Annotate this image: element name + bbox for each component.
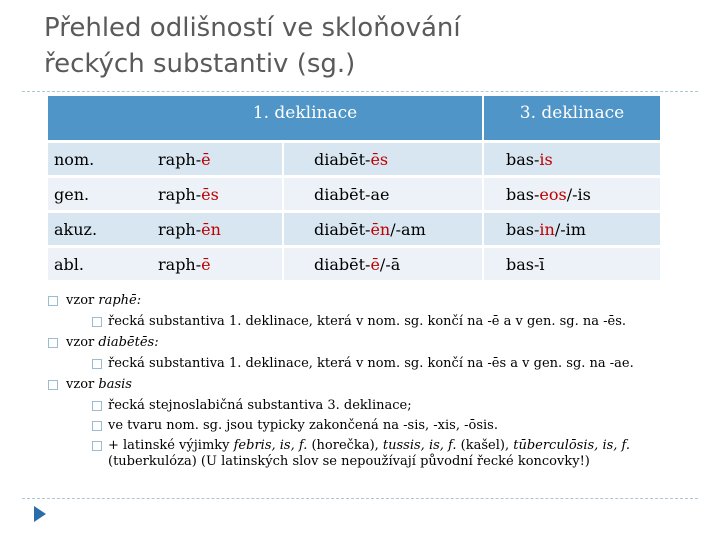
bas-cell: bas-ī xyxy=(483,247,660,282)
bas-cell: bas-is xyxy=(483,142,660,177)
case-label: akuz. xyxy=(48,212,128,247)
title-line-1: Přehled odlišností ve skloňování xyxy=(44,13,461,43)
notes-list xyxy=(48,290,668,470)
sub-bullet: řecká stejnoslabičná substantiva 3. deklinace; xyxy=(48,396,668,416)
ending: ē xyxy=(370,254,380,274)
ending: ēn xyxy=(201,219,221,239)
table-row xyxy=(48,212,660,247)
raph-cell: raph-ē xyxy=(128,247,283,282)
raph-cell: raph-ēs xyxy=(128,177,283,212)
bas-cell: bas-in/-im xyxy=(483,212,660,247)
table-row xyxy=(48,247,660,282)
bullet-raphe: vzor raphē: xyxy=(48,290,668,312)
bullet-box-icon xyxy=(48,338,58,348)
bullet-box-icon xyxy=(48,380,58,390)
sub-bullet: řecká substantiva 1. deklinace, která v nom. sg. končí na -ē a v gen. sg. na -ēs. xyxy=(48,312,668,332)
case-label: nom. xyxy=(48,142,128,177)
bullet-diabetes: vzor diabētēs: xyxy=(48,332,668,354)
bullet-box-icon xyxy=(92,421,102,431)
sub-bullet: ve tvaru nom. sg. jsou typicky zakončená na -sis, -xis, -ōsis. xyxy=(48,416,668,436)
bullet-box-icon xyxy=(92,359,102,369)
diab-cell: diabēt-ae xyxy=(283,177,483,212)
case-label: gen. xyxy=(48,177,128,212)
bullet-box-icon xyxy=(48,296,58,306)
ending: eos xyxy=(539,184,567,204)
bullet-box-icon xyxy=(92,401,102,411)
bullet-basis: vzor basis xyxy=(48,374,668,396)
table-row xyxy=(48,177,660,212)
top-divider xyxy=(22,91,698,92)
diab-cell: diabēt-ēs xyxy=(283,142,483,177)
bullet-box-icon xyxy=(92,441,102,451)
header-decl3: 3. deklinace xyxy=(483,96,660,142)
ending: is xyxy=(539,149,553,169)
ending: ē xyxy=(201,254,211,274)
bullet-box-icon xyxy=(92,317,102,327)
raph-cell: raph-ēn xyxy=(128,212,283,247)
sub-bullet: + latinské výjimky febris, is, f. (horečka), tussis, is, f. (kašel), tūberculōsis, is, f. (tuberkulóza) (U latinských slov se nepoužívají původní řecké koncovky!) xyxy=(48,436,668,470)
table-header-row xyxy=(48,96,660,142)
bas-cell: bas-eos/-is xyxy=(483,177,660,212)
corner-triangle-icon xyxy=(34,506,46,522)
ending: ī xyxy=(539,254,545,274)
header-decl1: 1. deklinace xyxy=(128,96,483,142)
ending: in xyxy=(539,219,555,239)
bottom-divider xyxy=(22,498,698,499)
case-label: abl. xyxy=(48,247,128,282)
ending: ēs xyxy=(201,184,219,204)
diab-cell: diabēt-ēn/-am xyxy=(283,212,483,247)
ending: ēs xyxy=(370,149,389,169)
raph-cell: raph-ē xyxy=(128,142,283,177)
ending: ae xyxy=(370,184,390,204)
title-line-2: řeckých substantiv (sg.) xyxy=(44,49,356,79)
ending: ē xyxy=(201,149,211,169)
diab-cell: diabēt-ē/-ā xyxy=(283,247,483,282)
ending: ēn xyxy=(370,219,391,239)
sub-bullet: řecká substantiva 1. deklinace, která v nom. sg. končí na -ēs a v gen. sg. na -ae. xyxy=(48,354,668,374)
header-empty-cell xyxy=(48,96,128,142)
table-row xyxy=(48,142,660,177)
slide-title xyxy=(44,10,684,82)
declension-table xyxy=(48,96,660,283)
